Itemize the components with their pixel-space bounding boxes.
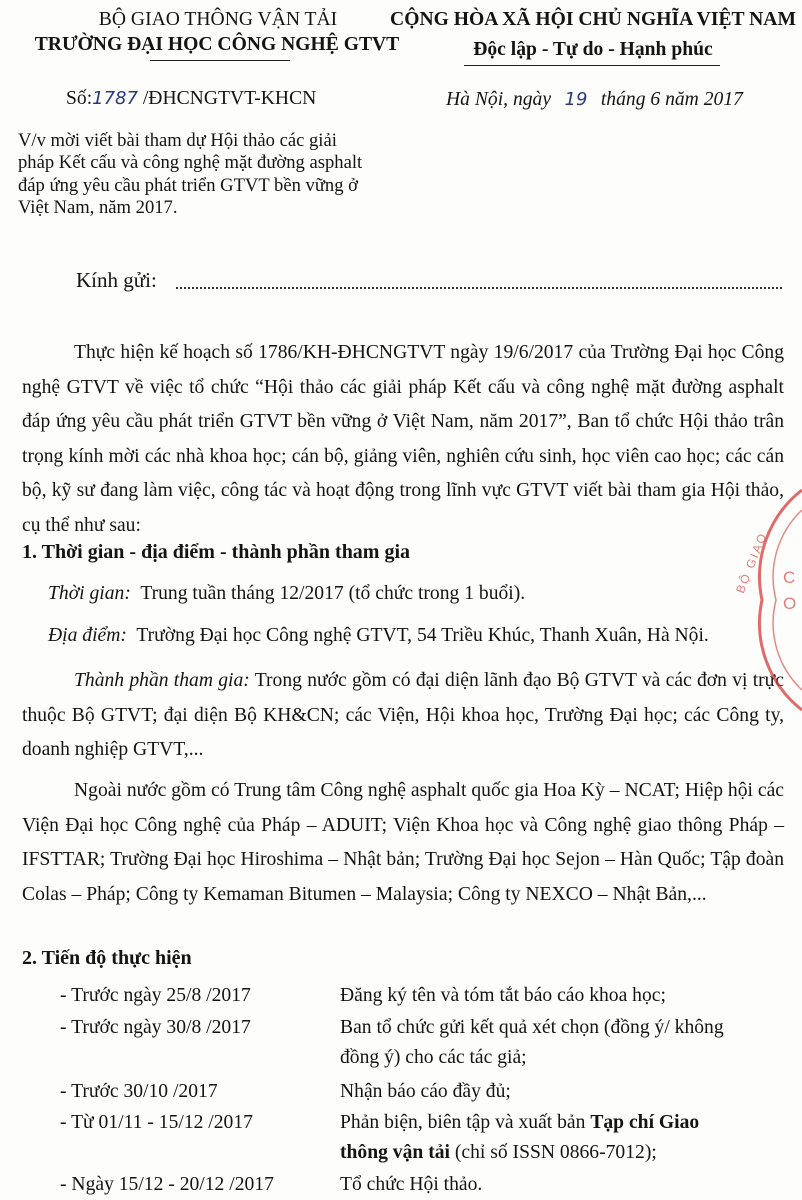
nation-name: CỘNG HÒA XÃ HỘI CHỦ NGHĨA VIỆT NAM [390,9,796,30]
place-value: Trường Đại học Công nghệ GTVT, 54 Triều Khúc, Thanh Xuân, Hà Nội. [136,625,709,646]
place-row [48,624,709,648]
subject-line: V/v mời viết bài tham dự Hội thảo các giải [18,130,337,151]
schedule-what-post: (chỉ số ISSN 0866-7012); [449,1142,657,1163]
subject-line: đáp ứng yêu cầu phát triển GTVT bền vững ở [18,174,358,196]
so-suffix: /ĐHCNGTVT-KHCN [142,88,317,109]
schedule-what [340,1111,780,1135]
stamp-letter: C [783,568,796,587]
time-value: Trung tuần tháng 12/2017 (tổ chức trong 1 buổi). [140,583,526,604]
date-prefix: Hà Nội, ngày [446,89,552,110]
subject-line: pháp Kết cấu và công nghệ mặt đường asphalt [18,152,363,174]
foreign-participants-paragraph: Ngoài nước gồm có Trung tâm Công nghệ asphalt quốc gia Hoa Kỳ – NCAT; Hiệp hội các Viện Đại học Công nghệ của Pháp – ADUIT; Viện Khoa học và Công nghệ giao thông Pháp – IFSTTAR; Trường Đại học Hiroshima – Nhật bản; Trường Đại học Sejon – Hàn Quốc; Tập đoàn Colas – Pháp; Công ty Kemaman Bitumen – Malaysia; Công ty NEXCO – Nhật Bản,... [22,780,784,905]
schedule-when: - Trước ngày 30/8 /2017 [60,1017,251,1038]
motto-underline [464,65,720,66]
schedule-when: - Trước 30/10 /2017 [60,1081,218,1102]
schedule-what-continued: đồng ý) cho các tác giả; [340,1047,527,1068]
schedule-when: - Trước ngày 25/8 /2017 [60,985,251,1006]
intro-paragraph: Thực hiện kế hoạch số 1786/KH-ĐHCNGTVT ngày 19/6/2017 của Trường Đại học Công nghệ GTVT về việc tổ chức “Hội thảo các giải pháp Kết cấu và công nghệ mặt đường asphalt đáp ứng yêu cầu phát triển GTVT bền vững ở Việt Nam, năm 2017”, Ban tổ chức Hội thảo trân trọng kính mời các nhà khoa học; cán bộ, giảng viên, nghiên cứu sinh, học viên cao học; các cán bộ, kỹ sư đang làm việc, công tác và hoạt động trong lĩnh vực GTVT viết bài tham gia Hội thảo, cụ thể như sau: [22,342,784,536]
schedule-what-pre: Phản biện, biên tập và xuất bản [340,1112,591,1133]
place-label: Địa điểm: [48,625,127,646]
stamp-letter: O [783,594,797,613]
kinh-gui-label: Kính gửi: [76,268,157,292]
journal-name-continued: thông vận tải [340,1142,450,1163]
participants-label: Thành phần tham gia: [74,670,250,691]
subject-line: Việt Nam, năm 2017. [18,196,178,218]
subject-block [18,130,388,219]
schedule-what: Đăng ký tên và tóm tắt báo cáo khoa học; [340,985,666,1006]
ministry-name: BỘ GIAO THÔNG VẬN TẢI [98,9,338,30]
document-number [66,87,316,111]
so-number: 1787 [92,88,138,109]
section1-heading: 1. Thời gian - địa điểm - thành phần tham gia [22,541,411,563]
stamp-text: BỘ GIAO [733,530,771,596]
recipient-dotted-line [176,287,782,289]
participants-value: Trong nước gồm có đại diện lãnh đạo Bộ GTVT và các đơn vị trực thuộc Bộ GTVT; đại diện Bộ KH&CN; các Viện, Hội khoa học, Trường Đại học; các Công ty, doanh nghiệp GTVT,... [22,670,784,761]
date-suffix: tháng 6 năm 2017 [600,89,743,110]
schedule-what-continued [340,1141,657,1165]
so-label: Số: [66,88,93,109]
schedule-what: Nhận báo cáo đầy đủ; [340,1081,511,1102]
date-day: 19 [564,89,588,110]
school-name: TRƯỜNG ĐẠI HỌC CÔNG NGHỆ GTVT [34,34,400,55]
school-underline [150,60,290,61]
motto: Độc lập - Tự do - Hạnh phúc [473,39,713,60]
participants-paragraph [22,664,784,768]
time-label: Thời gian: [48,583,131,604]
schedule-what: Tổ chức Hội thảo. [340,1174,483,1195]
journal-name: Tạp chí Giao [590,1112,700,1133]
section2-heading: 2. Tiến độ thực hiện [22,947,192,969]
date-line [446,88,743,112]
schedule-when: - Ngày 15/12 - 20/12 /2017 [60,1174,274,1195]
time-row [48,582,525,606]
schedule-when: - Từ 01/11 - 15/12 /2017 [60,1112,253,1133]
schedule-what: Ban tổ chức gửi kết quả xét chọn (đồng ý/ không [340,1017,724,1038]
